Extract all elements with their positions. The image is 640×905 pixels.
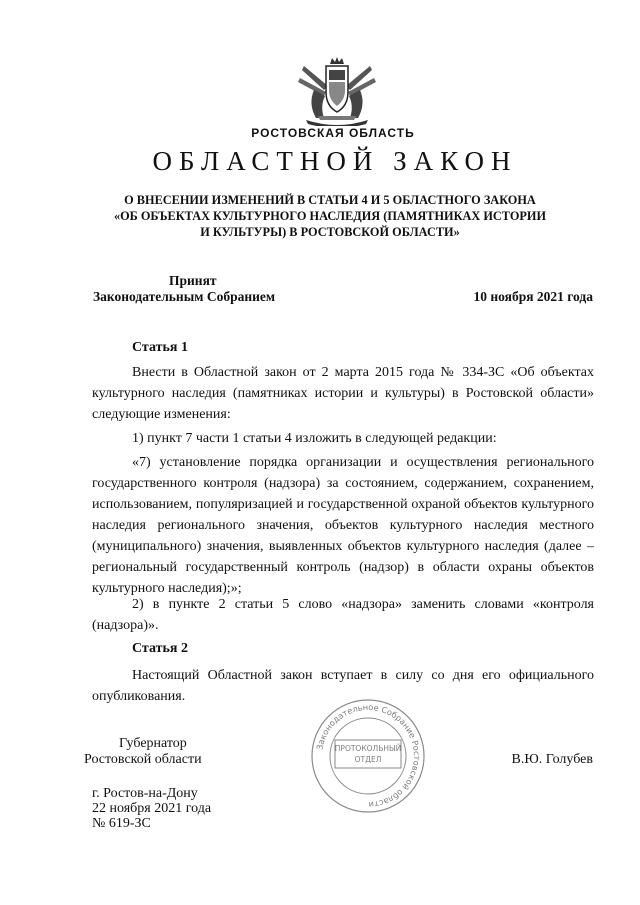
signatory-name: В.Ю. Голубев — [511, 752, 593, 767]
article-2-heading: Статья 2 — [132, 641, 188, 656]
law-title-line: И КУЛЬТУРЫ) В РОСТОВСКОЙ ОБЛАСТИ» — [200, 225, 460, 239]
adopted-by: Законодательным Собранием — [93, 289, 276, 304]
signing-place: г. Ростов-на-Дону — [92, 786, 198, 801]
adoption-date: 10 ноября 2021 года — [473, 289, 593, 304]
article-1-paragraph: 1) пункт 7 части 1 статьи 4 изложить в следующей редакции: — [132, 431, 497, 446]
stamp-ring-text: Законодательное Собрание Ростовской области — [314, 701, 423, 811]
article-1-paragraph: Внести в Областной закон от 2 марта 2015 года № 334-ЗС «Об объектах культурного наследия (памятниках истории и культуры) в Ростовской области» следующие изменения: — [92, 365, 594, 422]
signatory-title: Губернатор — [119, 736, 187, 751]
stamp-inner-line: ОТДЕЛ — [354, 755, 382, 764]
law-title-line: «ОБ ОБЪЕКТАХ КУЛЬТУРНОГО НАСЛЕДИЯ (ПАМЯТНИКАХ ИСТОРИИ — [113, 209, 547, 223]
coat-of-arms-emblem-icon — [294, 56, 380, 126]
region-name: РОСТОВСКАЯ ОБЛАСТЬ — [251, 126, 415, 140]
article-2-paragraph: Настоящий Областной закон вступает в силу со дня его официального опубликования. — [92, 668, 594, 704]
law-title — [100, 192, 560, 240]
article-1-paragraph: «7) установление порядка организации и осуществления регионального государственного контроля (надзора) за состоянием, содержанием, сохранением, использованием, популяризацией и государственной охраной объектов культурного наследия регионального значения, объектов культурного наследия местного (муниципального) значения, выявленных объектов культурного наследия (далее – региональный государственный контроль (надзор) в области охраны объектов культурного наследия);»; — [92, 455, 594, 596]
article-1-heading: Статья 1 — [132, 340, 188, 355]
law-title-line: О ВНЕСЕНИИ ИЗМЕНЕНИЙ В СТАТЬИ 4 И 5 ОБЛАСТНОГО ЗАКОНА — [124, 193, 536, 207]
document-type-title: ОБЛАСТНОЙ ЗАКОН — [152, 146, 518, 176]
stamp-inner-line: ПРОТОКОЛЬНЫЙ — [334, 744, 402, 753]
round-seal-stamp-icon — [310, 697, 426, 815]
adopted-label: Принят — [169, 273, 217, 288]
law-number: № 619-ЗС — [92, 816, 151, 831]
signatory-region: Ростовской области — [84, 752, 202, 767]
article-1-paragraph: 2) в пункте 2 статьи 5 слово «надзора» заменить словами «контроля (надзора)». — [92, 597, 594, 633]
signing-date: 22 ноября 2021 года — [92, 801, 212, 816]
